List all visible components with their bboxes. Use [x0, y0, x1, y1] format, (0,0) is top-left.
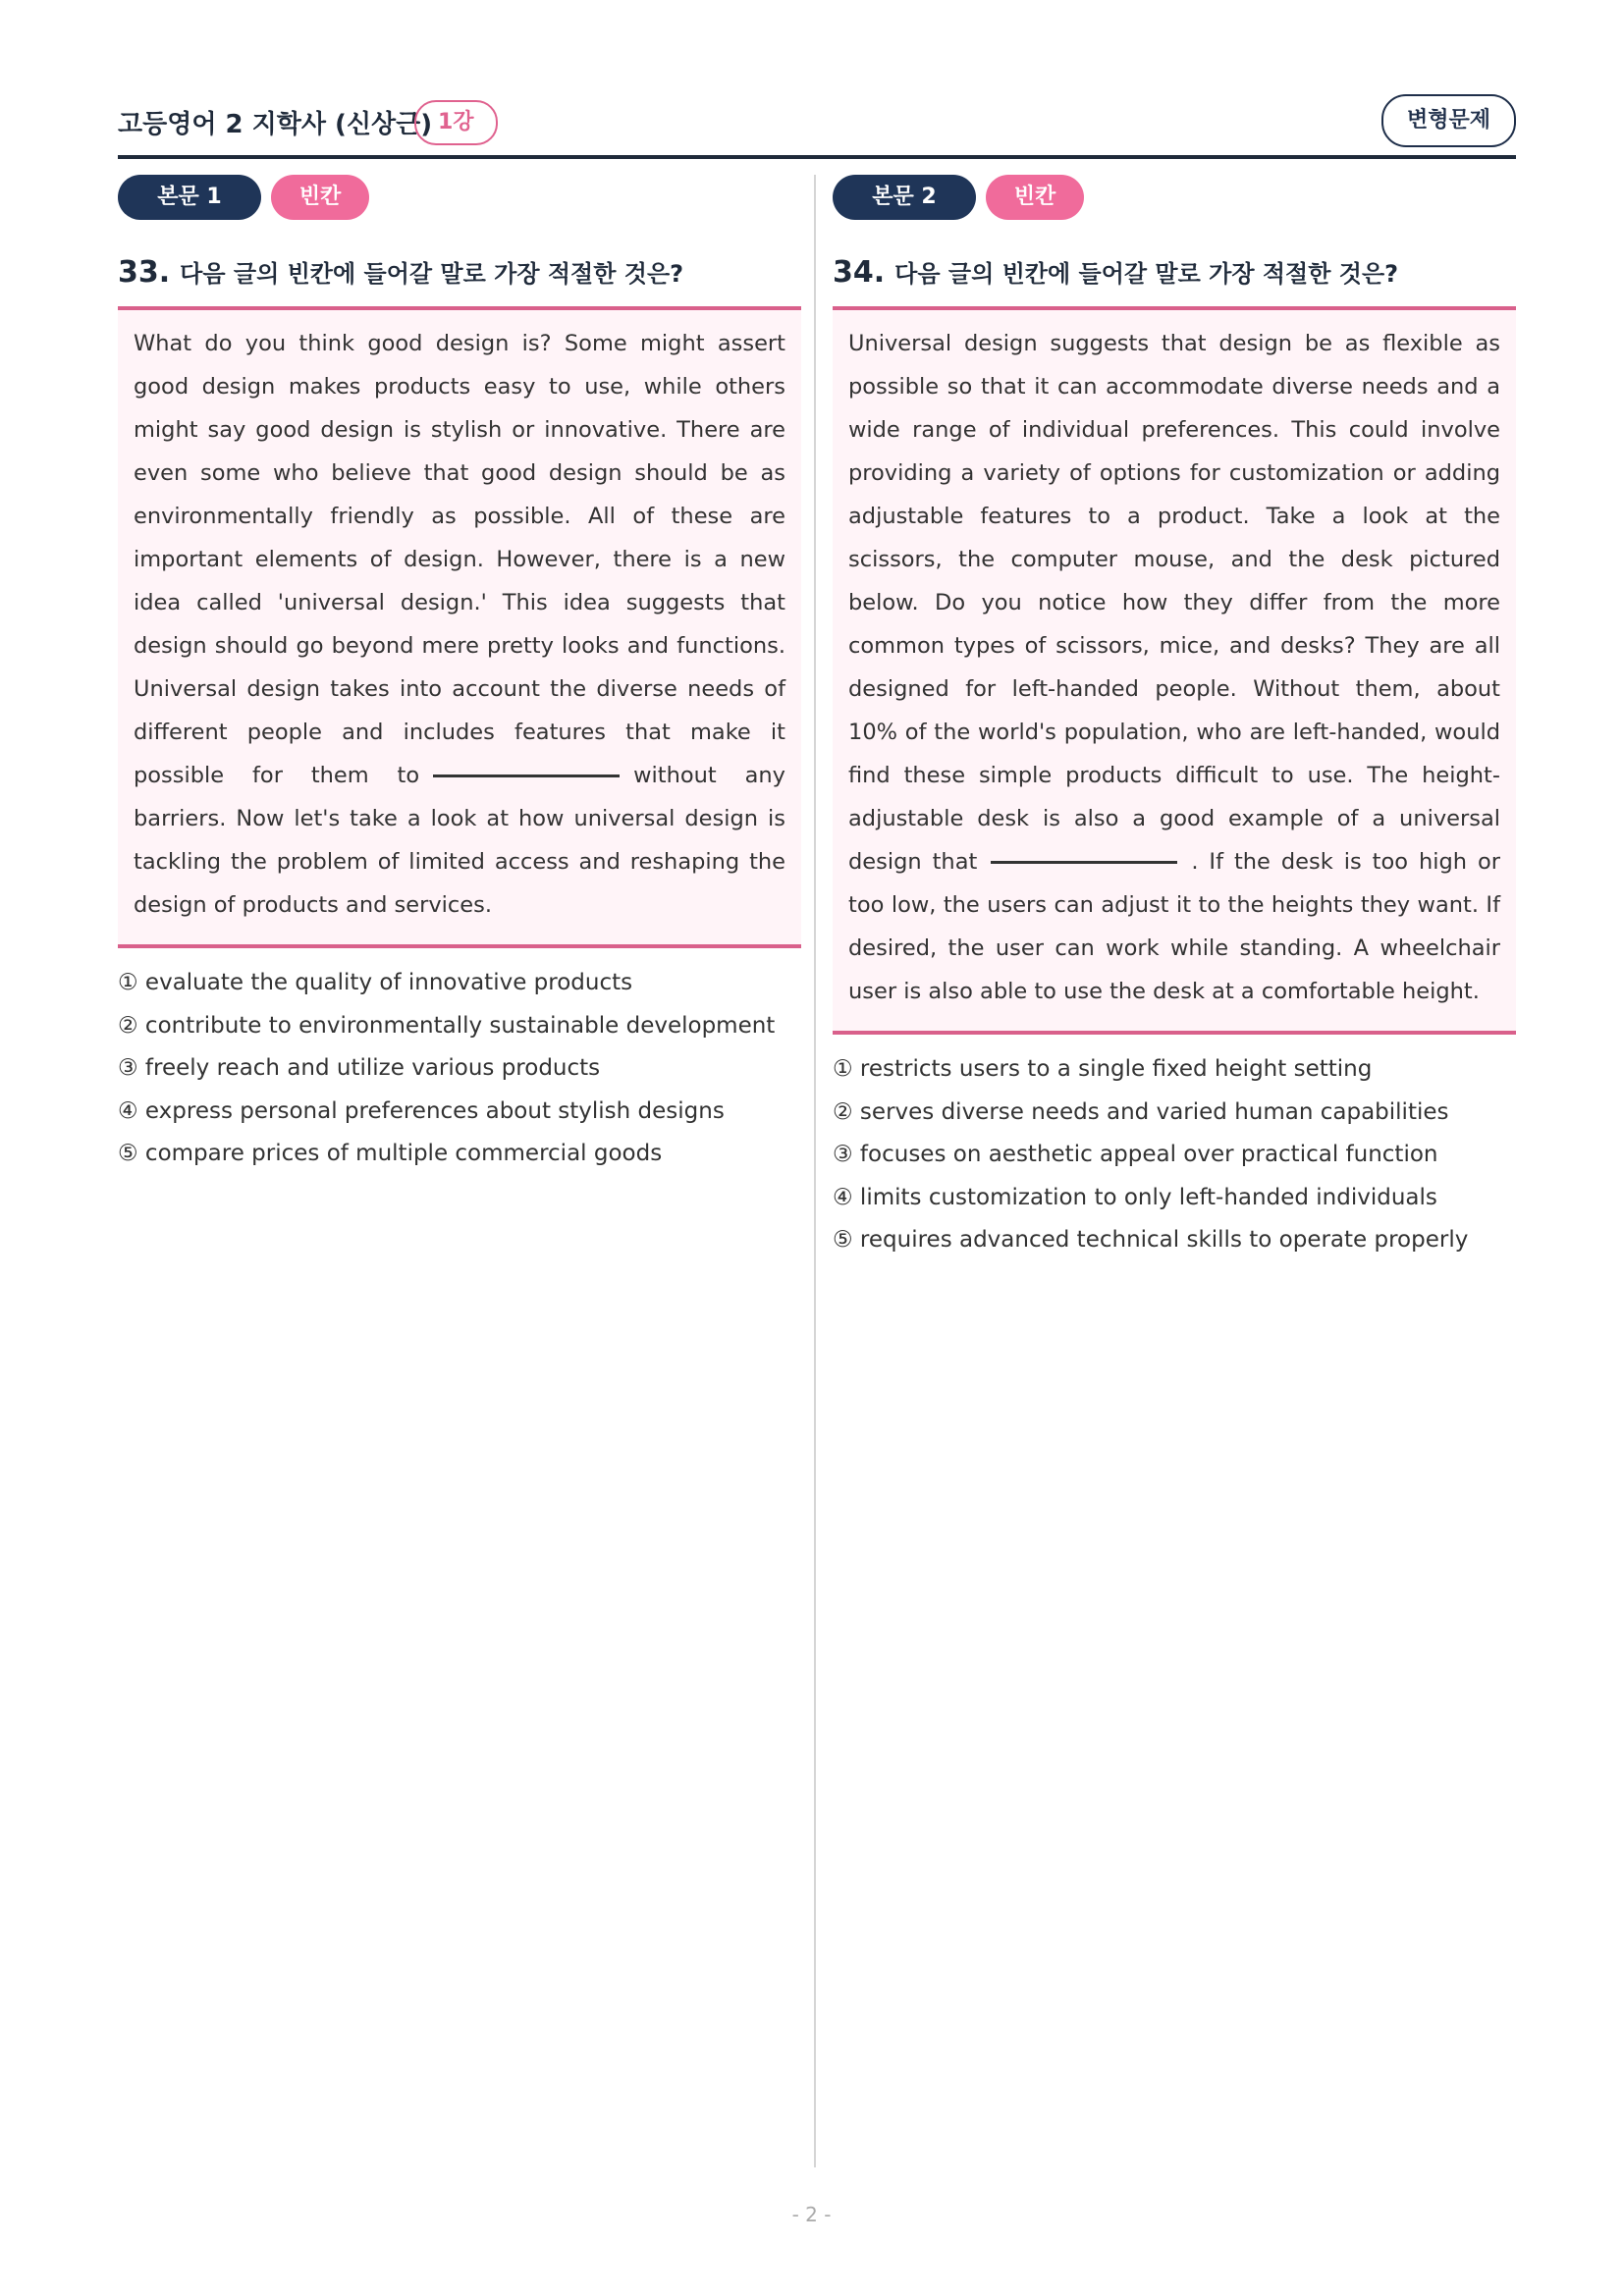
lesson-badge: 1강	[414, 100, 498, 145]
problem-type-badge: 변형문제	[1381, 94, 1516, 147]
choice-1: ① restricts users to a single fixed height setting	[833, 1056, 1373, 1082]
answer-blank	[991, 861, 1177, 864]
section-tag: 본문 2	[833, 175, 976, 220]
answer-choices	[833, 1048, 1516, 1262]
question-number: 34.	[833, 255, 886, 290]
question-34-prompt	[833, 253, 1516, 293]
choice-3: ③ freely reach and utilize various products	[118, 1055, 601, 1081]
section-tag: 본문 1	[118, 175, 261, 220]
question-text: 다음 글의 빈칸에 들어갈 말로 가장 적절한 것은?	[180, 260, 684, 288]
passage-text-before-blank: Universal design suggests that design be as flexible as possible so that it can accommodate diverse needs and a wide range of individual preferences. This could involve providing a variety of options for customization or adding adjustable features to a product. Take a look at the scissors, the computer mouse, and the desk pictured below. Do you notice how they differ from the more common types of scissors, mice, and desks? They are all designed for left-handed people. Without them, about 10% of the world's population, who are left-handed, would find these simple products difficult to use. The height-adjustable desk is also a good example of a universal design that	[848, 331, 1500, 875]
passage-text-before-blank: What do you think good design is? Some might assert good design makes products easy to use, while others might say good design is stylish or innovative. There are even some who believe that good design should be as environmentally friendly as possible. All of these are important elements of design. However, there is a new idea called 'universal design.' This idea suggests that design should go beyond mere pretty looks and functions. Universal design takes into account the diverse needs of different people and includes features that make it possible for them to	[134, 331, 785, 788]
answer-choices	[118, 962, 801, 1176]
choice-2: ② serves diverse needs and varied human capabilities	[833, 1098, 1449, 1125]
choice-1: ① evaluate the quality of innovative products	[118, 970, 633, 995]
page-header	[118, 94, 1516, 157]
choice-5: ⑤ requires advanced technical skills to operate properly	[833, 1227, 1469, 1253]
question-number: 33.	[118, 255, 171, 290]
passage-text-after-blank: . If the desk is too high or too low, the users can adjust it to the heights they want. If desired, the user can work while standing. A wheelchair user is also able to use the desk at a comfortable height.	[848, 849, 1500, 1004]
passage-box	[118, 306, 801, 948]
question-tags	[833, 175, 1516, 222]
choice-4: ④ express personal preferences about stylish designs	[118, 1097, 725, 1124]
header-rule	[118, 155, 1516, 159]
choice-2: ② contribute to environmentally sustainable development	[118, 1012, 776, 1039]
column-divider	[814, 175, 816, 2167]
choice-3: ③ focuses on aesthetic appeal over practical function	[833, 1142, 1438, 1167]
choice-5: ⑤ compare prices of multiple commercial goods	[118, 1141, 663, 1166]
question-tags	[118, 175, 801, 222]
question-33-prompt	[118, 253, 801, 293]
choice-4: ④ limits customization to only left-handed individuals	[833, 1184, 1437, 1210]
question-33-column	[118, 175, 801, 1192]
page-number: - 2 -	[791, 2203, 832, 2226]
answer-blank	[433, 774, 620, 777]
question-34-column	[833, 175, 1516, 1278]
passage-text-after-blank: without any barriers. Now let's take a look at how universal design is tackling the problem of limited access and reshaping the design of products and services.	[134, 763, 785, 918]
blank-type-tag: 빈칸	[986, 175, 1084, 220]
textbook-title: 고등영어 2 지학사 (신상근)	[118, 110, 433, 139]
passage-box	[833, 306, 1516, 1035]
question-text: 다음 글의 빈칸에 들어갈 말로 가장 적절한 것은?	[894, 260, 1399, 288]
blank-type-tag: 빈칸	[271, 175, 369, 220]
